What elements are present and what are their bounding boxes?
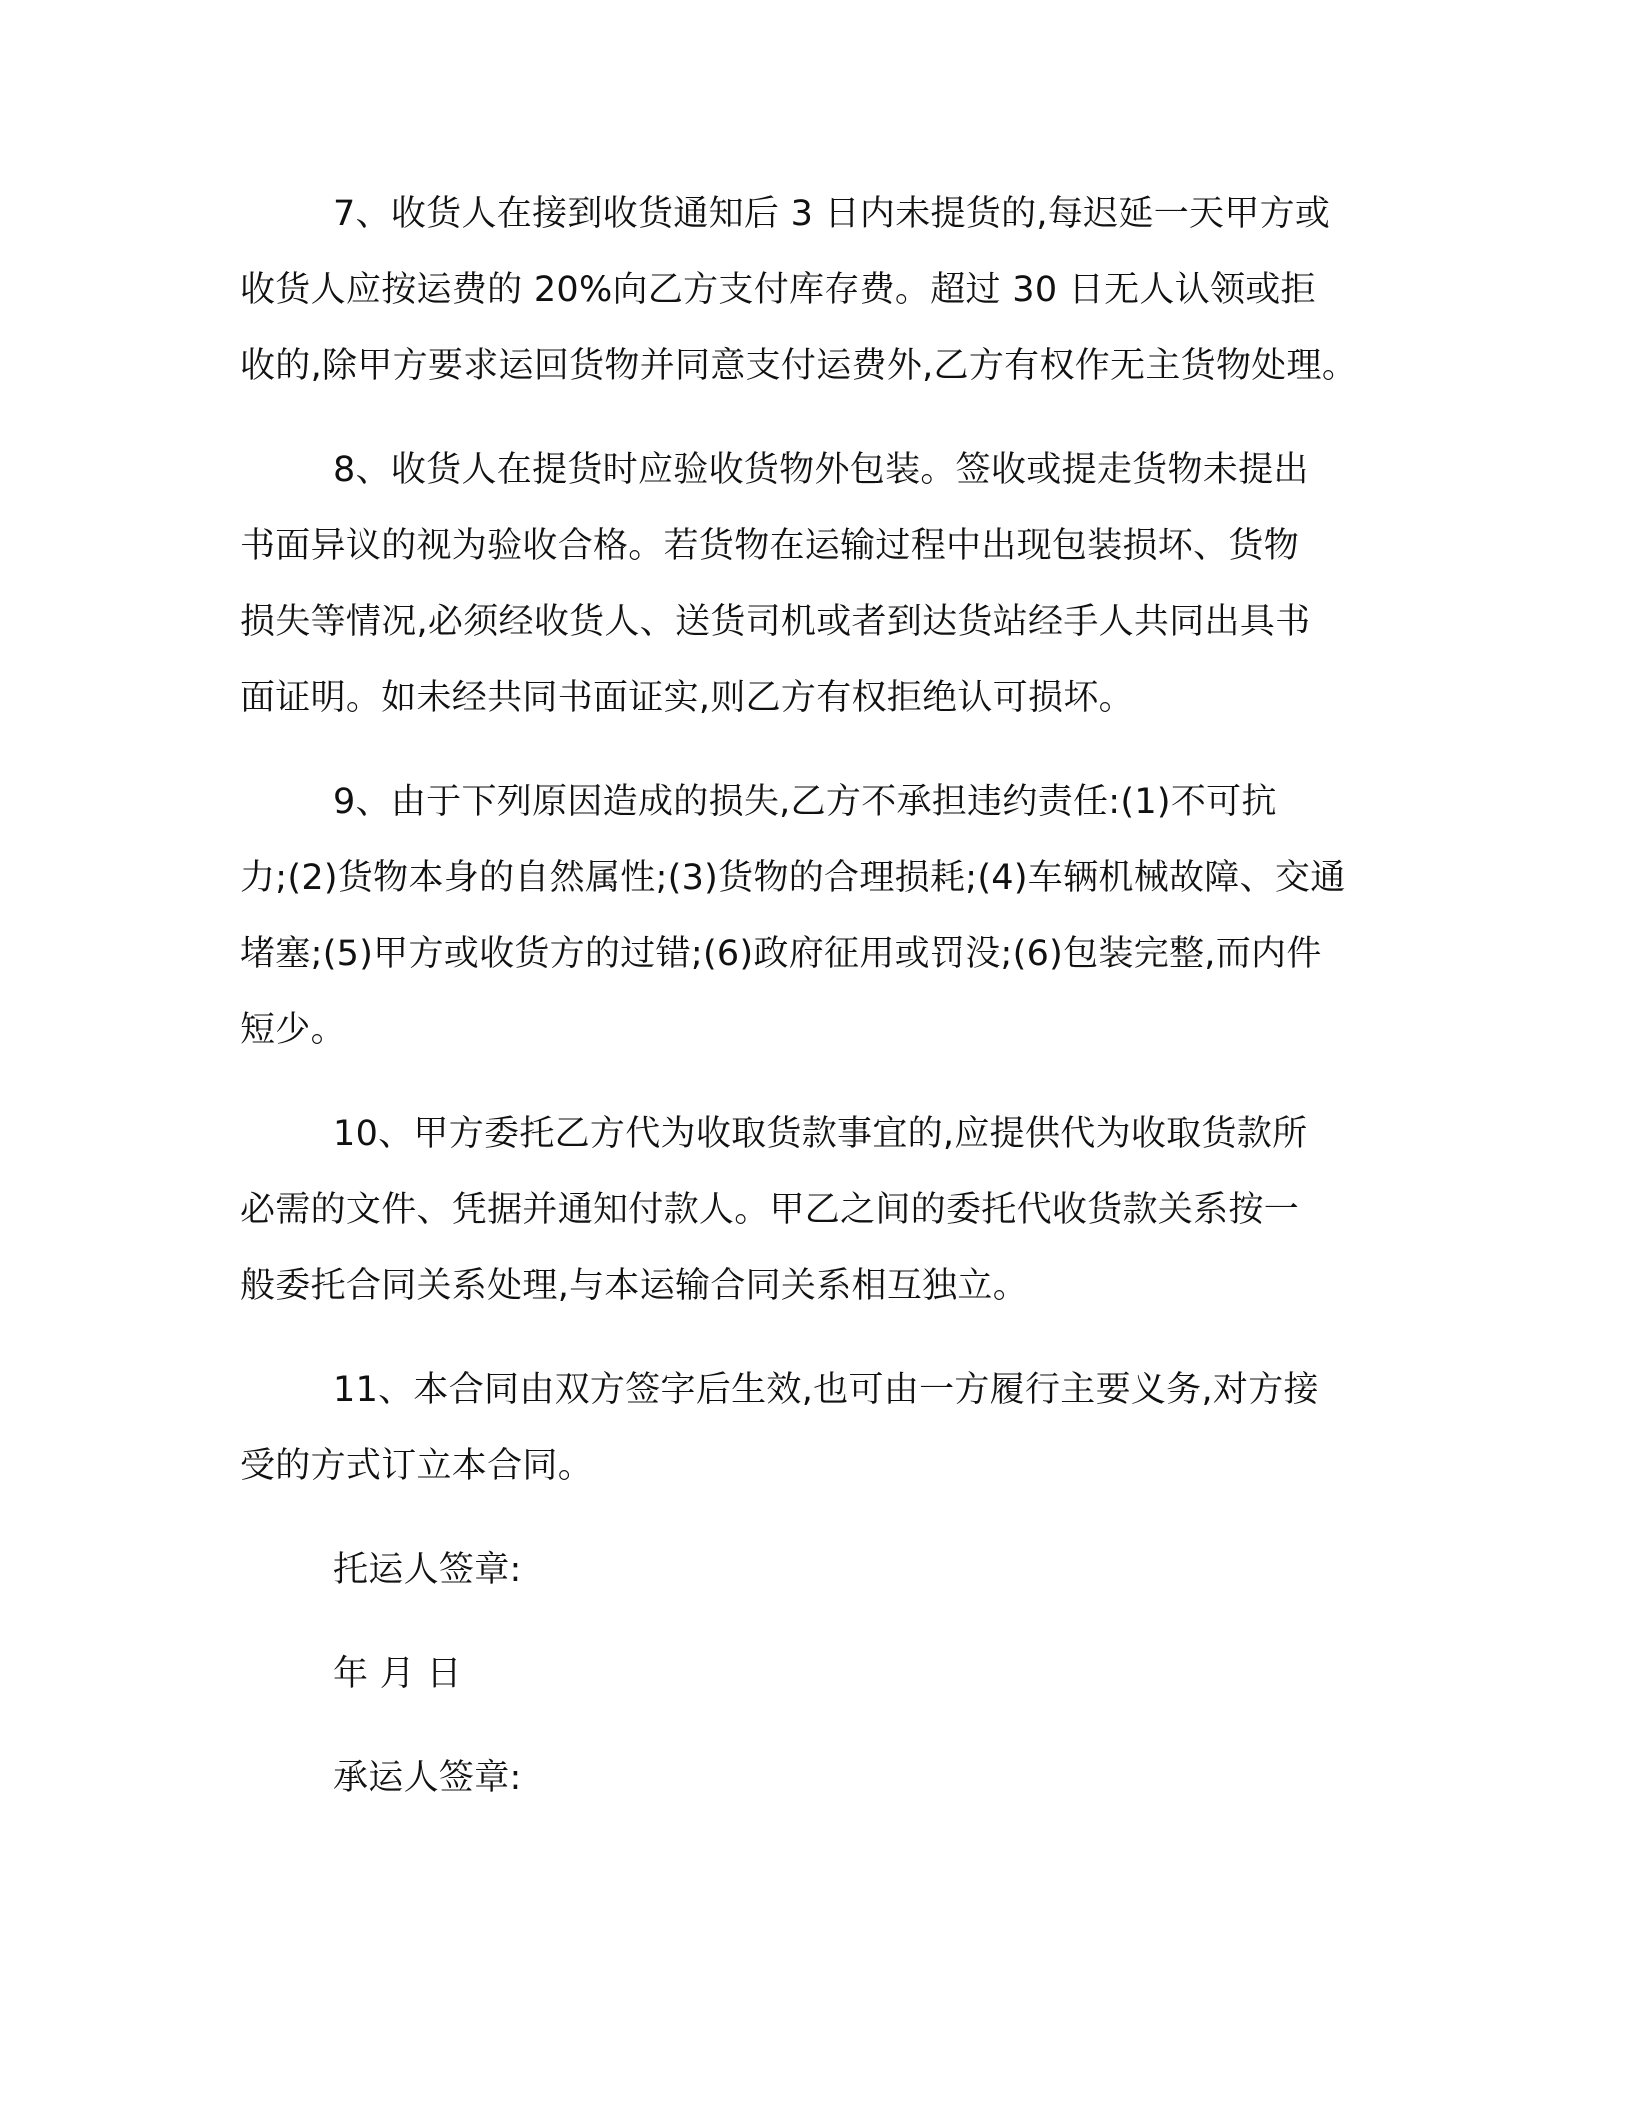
clause-8-line-4: 面证明。如未经共同书面证实,则乙方有权拒绝认可损坏。 — [240, 678, 1134, 718]
clause-11-line-1: 11、本合同由双方签字后生效,也可由一方履行主要义务,对方接 — [333, 1370, 1319, 1410]
clause-10-line-1: 10、甲方委托乙方代为收取货款事宜的,应提供代为收取货款所 — [333, 1114, 1308, 1154]
clause-7-line-1: 7、收货人在接到收货通知后 3 日内未提货的,每迟延一天甲方或 — [333, 194, 1331, 234]
shipper-signature-label: 托运人签章: — [333, 1550, 522, 1590]
clause-11-line-2: 受的方式订立本合同。 — [240, 1446, 594, 1486]
clause-9-line-2: 力;(2)货物本身的自然属性;(3)货物的合理损耗;(4)车辆机械故障、交通 — [240, 858, 1346, 898]
clause-9-line-3: 堵塞;(5)甲方或收货方的过错;(6)政府征用或罚没;(6)包装完整,而内件 — [240, 934, 1322, 974]
clause-9-line-4: 短少。 — [240, 1010, 346, 1050]
clause-10-line-2: 必需的文件、凭据并通知付款人。甲乙之间的委托代收货款关系按一 — [240, 1190, 1300, 1230]
clause-8-line-3: 损失等情况,必须经收货人、送货司机或者到达货站经手人共同出具书 — [240, 602, 1311, 642]
clause-8-line-1: 8、收货人在提货时应验收货物外包装。签收或提走货物未提出 — [333, 450, 1309, 490]
clause-7-line-2: 收货人应按运费的 20%向乙方支付库存费。超过 30 日无人认领或拒 — [240, 270, 1316, 310]
clause-7-line-3: 收的,除甲方要求运回货物并同意支付运费外,乙方有权作无主货物处理。 — [240, 346, 1358, 386]
signature-date-label: 年 月 日 — [333, 1654, 462, 1694]
clause-9-line-1: 9、由于下列原因造成的损失,乙方不承担违约责任:(1)不可抗 — [333, 782, 1277, 822]
carrier-signature-label: 承运人签章: — [333, 1758, 522, 1798]
clause-10-line-3: 般委托合同关系处理,与本运输合同关系相互独立。 — [240, 1266, 1029, 1306]
clause-8-line-2: 书面异议的视为验收合格。若货物在运输过程中出现包装损坏、货物 — [240, 526, 1300, 566]
